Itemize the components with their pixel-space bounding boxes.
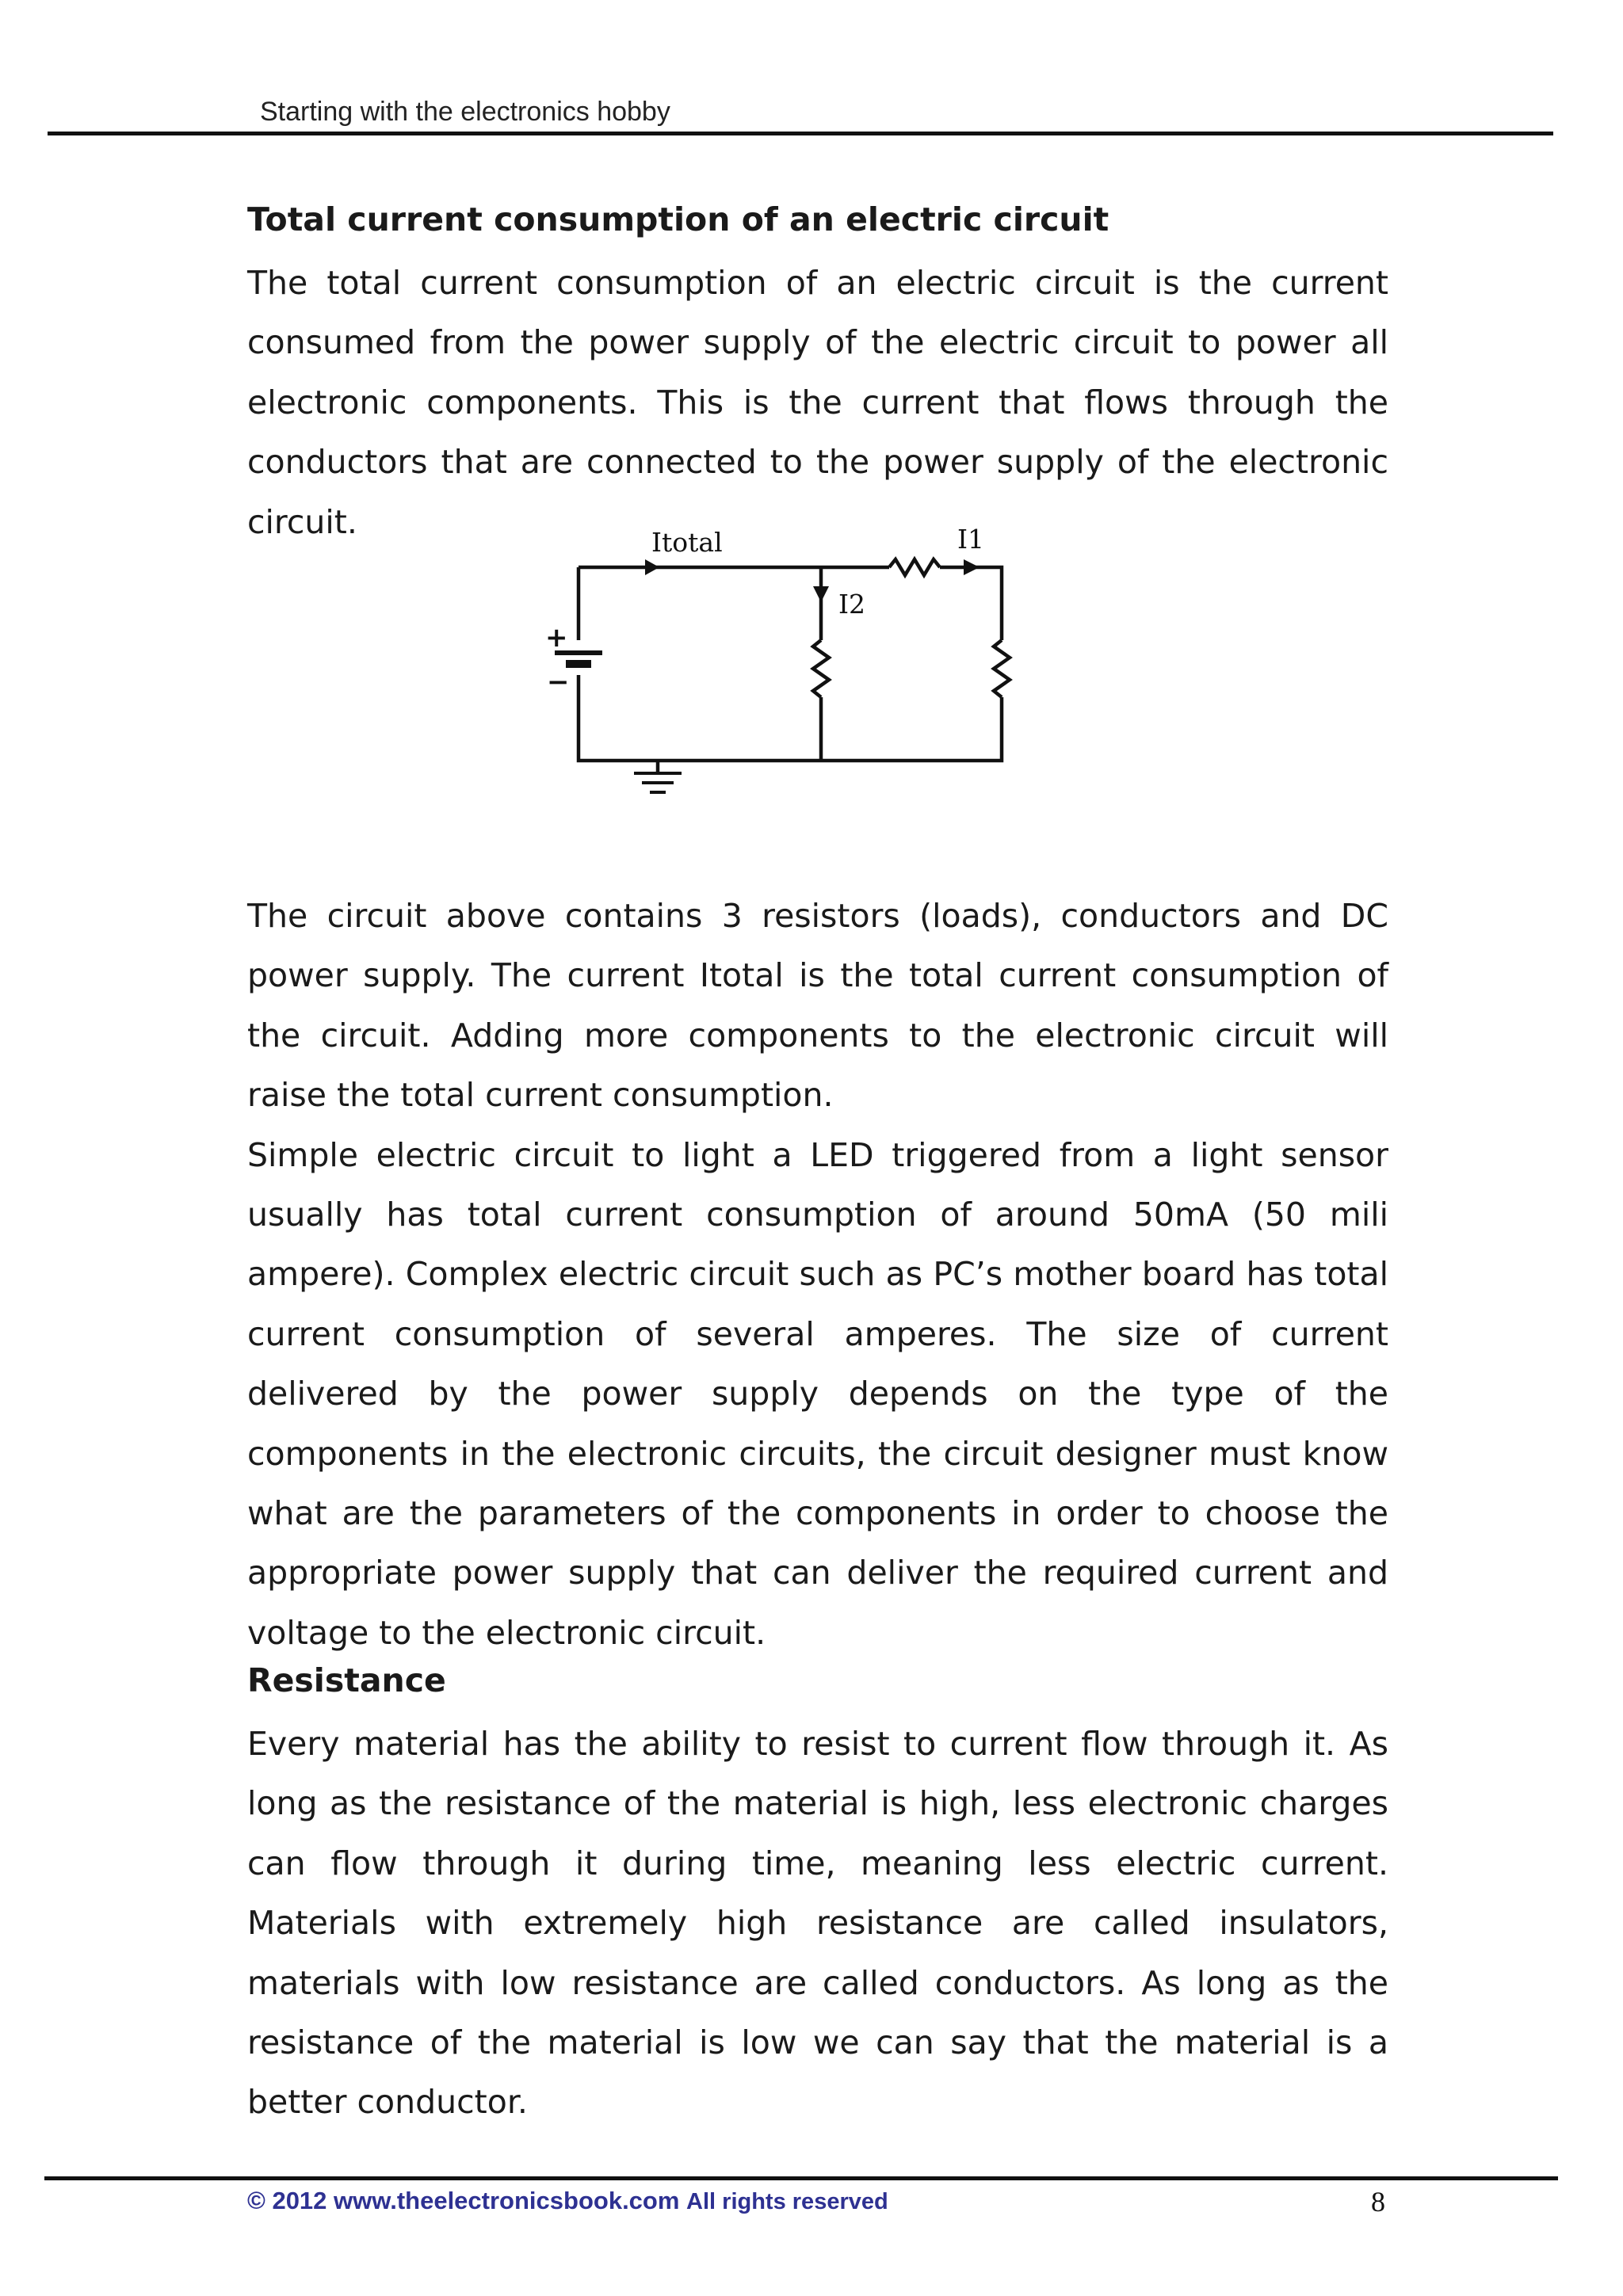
- arrow-i1-icon: [964, 559, 980, 575]
- label-itotal: Itotal: [651, 527, 723, 558]
- paragraph-consumption-examples: Simple electric circuit to light a LED triggered from a light sensor usually has total current consumption of around 50mA (50 mili ampere). Complex electric circuit such as PC’s mother board has total current consumption of several amperes. The size of current delivered by the power supply depends on the type of the components in the electronic circuits, the circuit designer must know what are the parameters of the components in order to choose the appropriate power supply that can deliver the required current and voltage to the electronic circuit.: [247, 1135, 1388, 1652]
- wire-right-bottom: [821, 697, 1002, 761]
- footer-rule: [44, 2176, 1558, 2180]
- arrow-i2-icon: [813, 586, 829, 602]
- label-plus: +: [545, 622, 568, 654]
- page-number: 8: [1371, 2186, 1385, 2218]
- section-resistance: [247, 1657, 1388, 2133]
- wire-left: [579, 567, 821, 761]
- ground-icon: [634, 773, 682, 792]
- section-current-consumption: [247, 196, 1388, 552]
- section-heading: Resistance: [247, 1661, 446, 1699]
- running-header: Starting with the electronics hobby: [260, 97, 670, 127]
- footer-copyright: [247, 2187, 888, 2215]
- arrow-itotal-icon: [645, 559, 659, 575]
- section-heading: Total current consumption of an electric circuit: [247, 200, 1109, 238]
- wire-top-right: [940, 567, 1002, 640]
- resistor-right: [994, 640, 1010, 697]
- section-explanation: [247, 887, 1388, 1663]
- resistor-top: [889, 559, 940, 575]
- copyright-link[interactable]: © 2012 www.theelectronicsbook.com: [247, 2187, 680, 2214]
- section-paragraph: The total current consumption of an electric circuit is the current consumed from the power supply of the electric circuit to power all electronic components. This is the current that flows through the conductors that are connected to the power supply of the electronic circuit.: [247, 264, 1388, 541]
- label-minus: −: [547, 666, 570, 698]
- resistor-middle: [813, 640, 829, 697]
- circuit-diagram: [523, 507, 1046, 808]
- header-rule: [48, 132, 1553, 135]
- paragraph-circuit-description: The circuit above contains 3 resistors (loads), conductors and DC power supply. The current Itotal is the total current consumption of the circuit. Adding more components to the electronic circuit will raise the total current consumption.: [247, 897, 1388, 1115]
- label-i2: I2: [838, 589, 866, 620]
- section-paragraph: Every material has the ability to resist to current flow through it. As long as the resistance of the material is high, less electronic charges can flow through it during time, meaning less electric current. Materials with extremely high resistance are called insulators, materials with low resistance are called conductors. As long as the resistance of the material is low we can say that the material is a better conductor.: [247, 1725, 1388, 2122]
- label-i1: I1: [957, 524, 985, 555]
- rights-text: All rights reserved: [686, 2189, 888, 2214]
